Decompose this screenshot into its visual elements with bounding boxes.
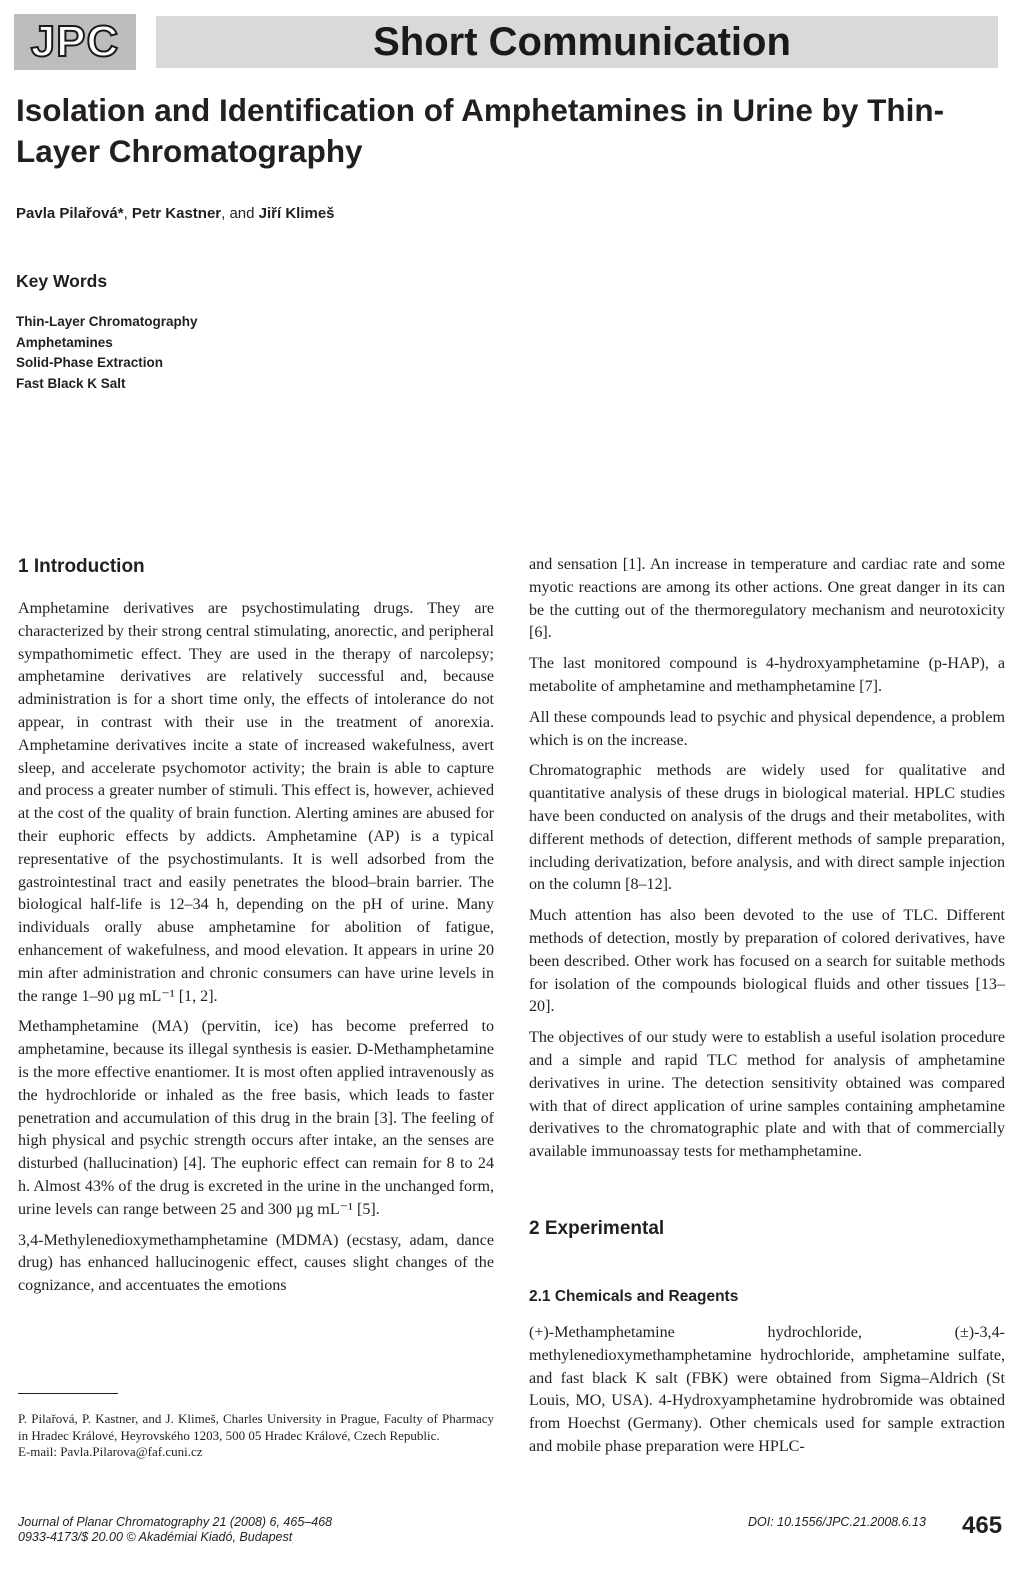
body-paragraph: Methamphetamine (MA) (pervitin, ice) has become preferred to amphetamine, because its illegal synthesis is easier. D-Methamphetamine is the more effective enantiomer. It is most often applied intravenously as the hydrochloride or inhaled as the free basis, which leads to faster penetration and accumulation of this drug in the brain [3]. The feeling of high physical and psychic strength occurs after intake, an the senses are disturbed (hallucination) [4]. The euphoric effect can remain for 8 to 24 h. Almost 43% of the drug is excreted in the urine in the unchanged form, urine levels can range between 25 and 300 µg mL⁻¹ [5]. [18, 1018, 494, 1218]
doi-text: DOI: 10.1556/JPC.21.2008.6.13 [748, 1515, 926, 1529]
citation-line: Journal of Planar Chromatography 21 (2008) 6, 465–468 [18, 1515, 333, 1529]
keyword-item: Thin-Layer Chromatography [16, 314, 198, 329]
author-separator: , and [221, 205, 259, 222]
journal-citation [18, 1515, 332, 1545]
body-paragraph: (+)-Methamphetamine hydrochloride, (±)-3,4-methylenedioxymethamphetamine hydrochloride, amphetamine sulfate, and fast black K salt (FBK) were obtained from Sigma–Aldrich (St Louis, MO, USA). 4-Hydroxyamphetamine hydrobromide was obtained from Hoechst (Germany). Other chemicals used for sample extraction and mobile phase preparation were HPLC- [529, 1323, 1005, 1455]
section-label: Short Communication [373, 19, 791, 64]
right-column [529, 554, 1005, 1459]
keywords-list [16, 312, 198, 395]
body-paragraph: The last monitored compound is 4-hydroxyamphetamine (p-HAP), a metabolite of amphetamine and methamphetamine [7]. [529, 655, 1005, 695]
issn-line: 0933-4173/$ 20.00 © Akadémiai Kiadó, Budapest [18, 1530, 293, 1544]
article-title: Isolation and Identification of Amphetamines in Urine by Thin-Layer Chromatography [16, 92, 945, 169]
author-footnote [18, 1411, 494, 1461]
author-1: Pavla Pilařová* [16, 205, 124, 222]
keyword-item: Amphetamines [16, 334, 113, 350]
keyword-item: Solid-Phase Extraction [16, 355, 164, 371]
body-paragraph: 3,4-Methylenedioxymethamphetamine (MDMA) (ecstasy, adam, dance drug) has enhanced hallucinogenic effect, causes slight changes of the cognizance, and accentuates the emotions [18, 1231, 494, 1295]
affiliation-text: P. Pilařová, P. Kastner, and J. Klimeš, Charles University in Prague, Faculty of Pharmacy in Hradec Králové, Heyrovského 1203, 500 05 Hradec Králové, Czech Republic. [18, 1411, 494, 1443]
keywords-heading: Key Words [16, 271, 108, 291]
author-line [16, 205, 335, 222]
body-paragraph: Chromatographic methods are widely used for qualitative and quantitative analysis of these drugs in biological material. HPLC studies have been conducted on analysis of the drugs and their metabolites, with different methods of detection, different methods of sample preparation, including derivatization, before analysis, and with direct sample injection on the column [8–12]. [529, 762, 1005, 894]
body-paragraph: Amphetamine derivatives are psychostimulating drugs. They are characterized by their strong central stimulating, anorectic, and peripheral sympathomimetic effect. They are used in the therapy of narcolepsy; amphetamine derivatives are relatively successful and, because administration is for a short time only, the effects of intolerance do not appear, in contrast with their use in the treatment of anorexia. Amphetamine derivatives incite a state of increased wakefulness, avert sleep, and accelerate psychomotor activity; the brain is able to capture and process a greater number of stimuli. This effect is, however, achieved at the cost of the quality of brain function. Alerting amines are abused for their euphoric effects by addicts. Amphetamine (AP) is a typical representative of the psychostimulants. It is well adsorbed from the gastrointestinal tract and easily penetrates the blood–brain barrier. The biological half-life is 12–34 h, depending on the pH of urine. Many individuals orally abuse amphetamine for abolition of fatigue, enhancement of wakefulness, and mood elevation. It appears in urine 20 min after administration and chronic consumers can have urine levels in the range 1–90 µg mL⁻¹ [1, 2]. [18, 600, 494, 1005]
author-3: Jiří Klimeš [258, 205, 335, 222]
chemicals-subheading: 2.1 Chemicals and Reagents [529, 1287, 739, 1305]
keyword-item: Fast Black K Salt [16, 376, 126, 392]
journal-logo [14, 14, 136, 70]
body-paragraph: All these compounds lead to psychic and physical dependence, a problem which is on the increase. [529, 708, 1005, 749]
page-number: 465 [962, 1512, 1003, 1539]
email-text: E-mail: Pavla.Pilarova@faf.cuni.cz [18, 1444, 203, 1459]
section-banner [156, 16, 998, 68]
body-paragraph: Much attention has also been devoted to the use of TLC. Different methods of detection, mostly by preparation of colored derivatives, have been described. Other work has focused on a search for suitable methods for isolation of the compounds biological fluids and other tissues [13–20]. [529, 907, 1005, 1016]
left-column [18, 554, 494, 1298]
introduction-heading: 1 Introduction [18, 556, 145, 577]
journal-logo-text: JPC [30, 17, 120, 66]
body-paragraph: and sensation [1]. An increase in temperature and cardiac rate and some myotic reactions are among its other actions. One great danger in its can be the cutting out of the thermoregulatory mechanism and neurotoxicity [6]. [529, 556, 1005, 642]
experimental-heading: 2 Experimental [529, 1217, 665, 1239]
footnote-rule [18, 1393, 118, 1394]
body-paragraph: The objectives of our study were to establish a useful isolation procedure and a simple and rapid TLC method for analysis of amphetamine derivatives in urine. The detection sensitivity obtained was compared with that of direct application of urine samples containing amphetamine derivatives to the chromatographic plate and with that of commercially available immunoassay tests for methamphetamine. [529, 1029, 1005, 1161]
author-separator: , [123, 205, 132, 222]
author-2: Petr Kastner [131, 205, 222, 222]
